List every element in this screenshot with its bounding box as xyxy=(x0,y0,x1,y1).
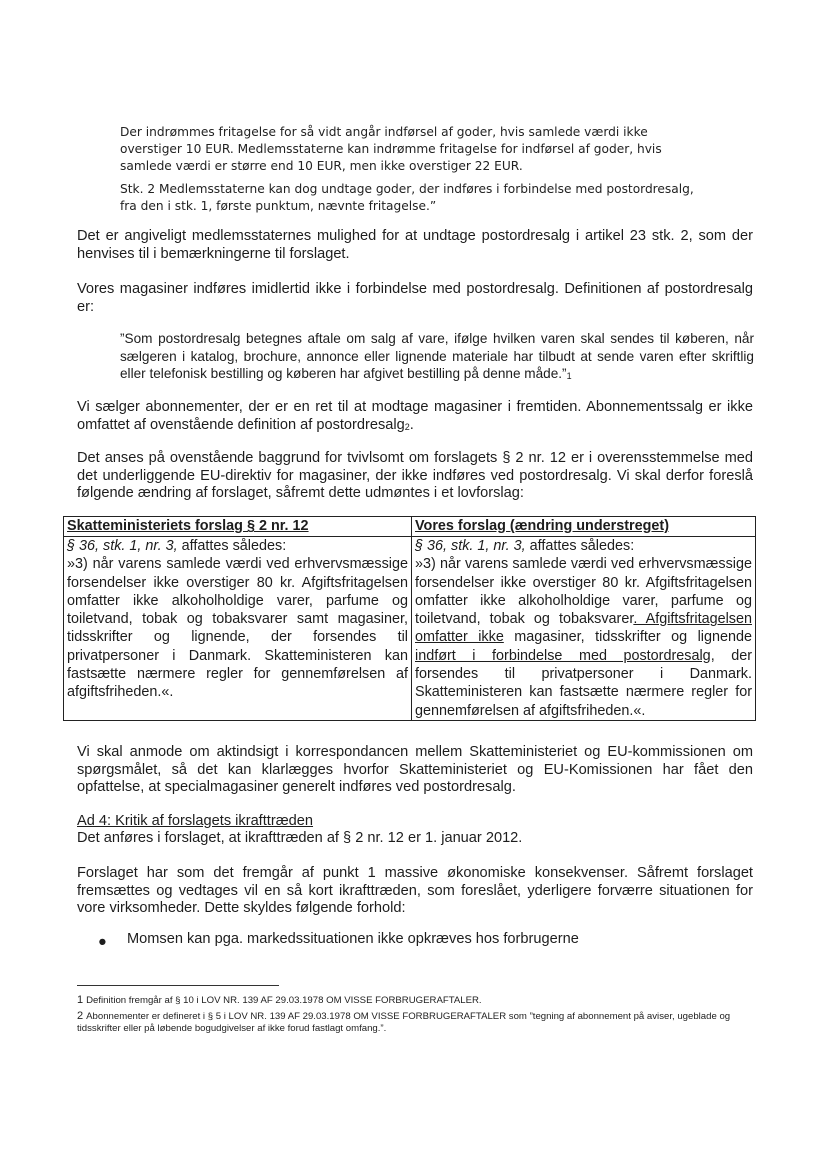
ministry-reference: § 36, stk. 1, nr. 3, xyxy=(67,538,178,554)
paragraph-consequences: Forslaget har som det fremgår af punkt 1 massive økonomiske konsekvenser. Såfremt forslaget fremsættes og vedtages vil en så kort ikrafttræden, som foreslået, yderligere forværre situationen for vore virksomheder. Dette skyldes følgende forhold: xyxy=(77,865,753,916)
paragraph-article-reference: Det er angiveligt medlemsstaternes mulighed for at undtage postordresalg i artikel 23 stk. 2, som der henvises til i bemærkningerne til forslaget. xyxy=(77,228,753,262)
directive-quote-line: Stk. 2 Medlemsstaterne kan dog undtage goder, der indføres i forbindelse med postordresalg, xyxy=(120,182,694,196)
underlined-change: indført i forbindelse med postordresalg xyxy=(415,647,711,664)
footnote-1 xyxy=(77,994,757,1007)
comparison-table xyxy=(63,516,756,721)
our-proposal-part: »3) når varens samlede værdi ved erhvervsmæssige forsendelser ikke overstiger 80 kr. Afgiftsfritagelsen omfatter ikke alkoholholdige varer, parfume og toiletvand, tobak og tobaksvarer xyxy=(415,556,752,628)
list-item: Momsen kan pga. markedssituationen ikke opkræves hos forbrugerne xyxy=(127,931,579,947)
paragraph-effective-date: Det anføres i forslaget, at ikrafttræden af § 2 nr. 12 er 1. januar 2012. xyxy=(77,830,523,846)
footnote-number: 1 xyxy=(77,994,84,1006)
our-proposal-cell xyxy=(412,537,756,721)
definition-quote-text: ”Som postordresalg betegnes aftale om salg af vare, ifølge hvilken varen skal sendes til køberen, når sælgeren i katalog, brochure, annonce eller lignende materiale har tilbudt at sende varen efter skriftlig eller telefonisk bestilling og køberen har afgivet bestilling på denne måde.” xyxy=(120,331,754,381)
our-proposal-part: magasiner, tidsskrifter og lignende xyxy=(503,629,753,646)
our-proposal-part: , der forsendes til privatpersoner i Danmark. Skatteministeren kan fastsætte nærmere regler for gennemførelsen af afgiftsfriheden.«. xyxy=(415,647,753,719)
paragraph-subscriptions-end: . xyxy=(409,416,414,433)
directive-quote-line: samlede værdi er større end 10 EUR, men ikke overstiger 22 EUR. xyxy=(120,159,523,173)
our-reference-line xyxy=(415,537,752,555)
section-heading-text: Ad 4: Kritik af forslagets ikrafttræden xyxy=(77,813,314,829)
footnote-2 xyxy=(77,1010,757,1035)
footnote-text: Definition fremgår af § 10 i LOV NR. 139 AF 29.03.1978 OM VISSE FORBRUGERAFTALER. xyxy=(86,995,482,1006)
table-header-ours-text: Vores forslag (ændring understreget) xyxy=(415,518,669,534)
footnote-ref-2: 2 xyxy=(404,421,410,432)
table-row xyxy=(64,537,756,721)
ministry-reference-line xyxy=(67,537,408,555)
table-header-ministry-text: Skatteministeriets forslag § 2 nr. 12 xyxy=(67,518,309,534)
directive-quote-line: Der indrømmes fritagelse for så vidt angår indførsel af goder, hvis samlede værdi ikke xyxy=(120,125,648,139)
table-header-ours xyxy=(412,517,756,537)
paragraph-subscriptions xyxy=(77,399,753,436)
section-heading xyxy=(77,813,753,831)
footnote-ref-1: 1 xyxy=(566,371,572,381)
footnote-number: 2 xyxy=(77,1010,84,1022)
paragraph-access-request: Vi skal anmode om aktindsigt i korrespondancen mellem Skatteministeriet og EU-kommissionen om spørgsmålet, så det kan klarlægges hvorfor Skatteministeriet og EU-Komissionen har fået den opfattelse, at specialmagasiner generelt indføres ved postordresalg. xyxy=(77,744,753,795)
paragraph-subscriptions-text: Vi sælger abonnementer, der er en ret til at modtage magasiner i fremtiden. Abonnementssalg er ikke omfattet af ovenstående definition af postordresalg xyxy=(77,399,753,433)
our-reference: § 36, stk. 1, nr. 3, xyxy=(415,538,526,554)
directive-quote-line: overstiger 10 EUR. Medlemsstaterne kan indrømme fritagelse for indførsel af goder, hvis xyxy=(120,142,662,156)
table-header-row xyxy=(64,517,756,537)
paragraph-proposal-intro: Det anses på ovenstående baggrund for tvivlsomt om forslagets § 2 nr. 12 er i overensstemmelse med det underliggende EU-direktiv for magasiner, der ikke indføres ved postordresalg. Vi skal derfor foreslå følgende ændring af forslaget, såfremt dette udmøntes i et lovforslag: xyxy=(77,450,753,501)
table-header-ministry xyxy=(64,517,412,537)
our-reference-tail: affattes således: xyxy=(525,538,635,554)
our-proposal-text xyxy=(415,555,752,720)
bullet-icon: ● xyxy=(98,934,107,950)
footnote-text: Abonnementer er defineret i § 5 i LOV NR. 139 AF 29.03.1978 OM VISSE FORBRUGERAFTALER som ”tegning af abonnement på aviser, ugeblade og tidsskrifter eller på løbende bogudgivelser af ikke forud fastlagt omfang.”. xyxy=(77,1011,731,1034)
footnote-divider xyxy=(77,985,279,986)
definition-quote xyxy=(120,330,754,386)
ministry-proposal-text: »3) når varens samlede værdi ved erhvervsmæssige forsendelser ikke overstiger 80 kr. Afgiftsfritagelsen omfatter ikke alkoholholdige varer, parfume og toiletvand, tobak og tobaksvarer samt magasiner, tidsskrifter og lignende, der forsendes til privatpersoner i Danmark. Skatteministeren kan fastsætte nærmere regler for gennemførelsen af afgiftsfriheden.«. xyxy=(67,556,408,701)
paragraph-magazine-import: Vores magasiner indføres imidlertid ikke i forbindelse med postordresalg. Definitionen af postordresalg er: xyxy=(77,281,753,315)
ministry-proposal-cell xyxy=(64,537,412,721)
ministry-reference-tail: affattes således: xyxy=(177,538,287,554)
underlined-change: . Afgiftsfritagelsen omfatter ikke xyxy=(415,611,752,646)
directive-quote-line: fra den i stk. 1, første punktum, nævnte fritagelse.” xyxy=(120,199,437,213)
